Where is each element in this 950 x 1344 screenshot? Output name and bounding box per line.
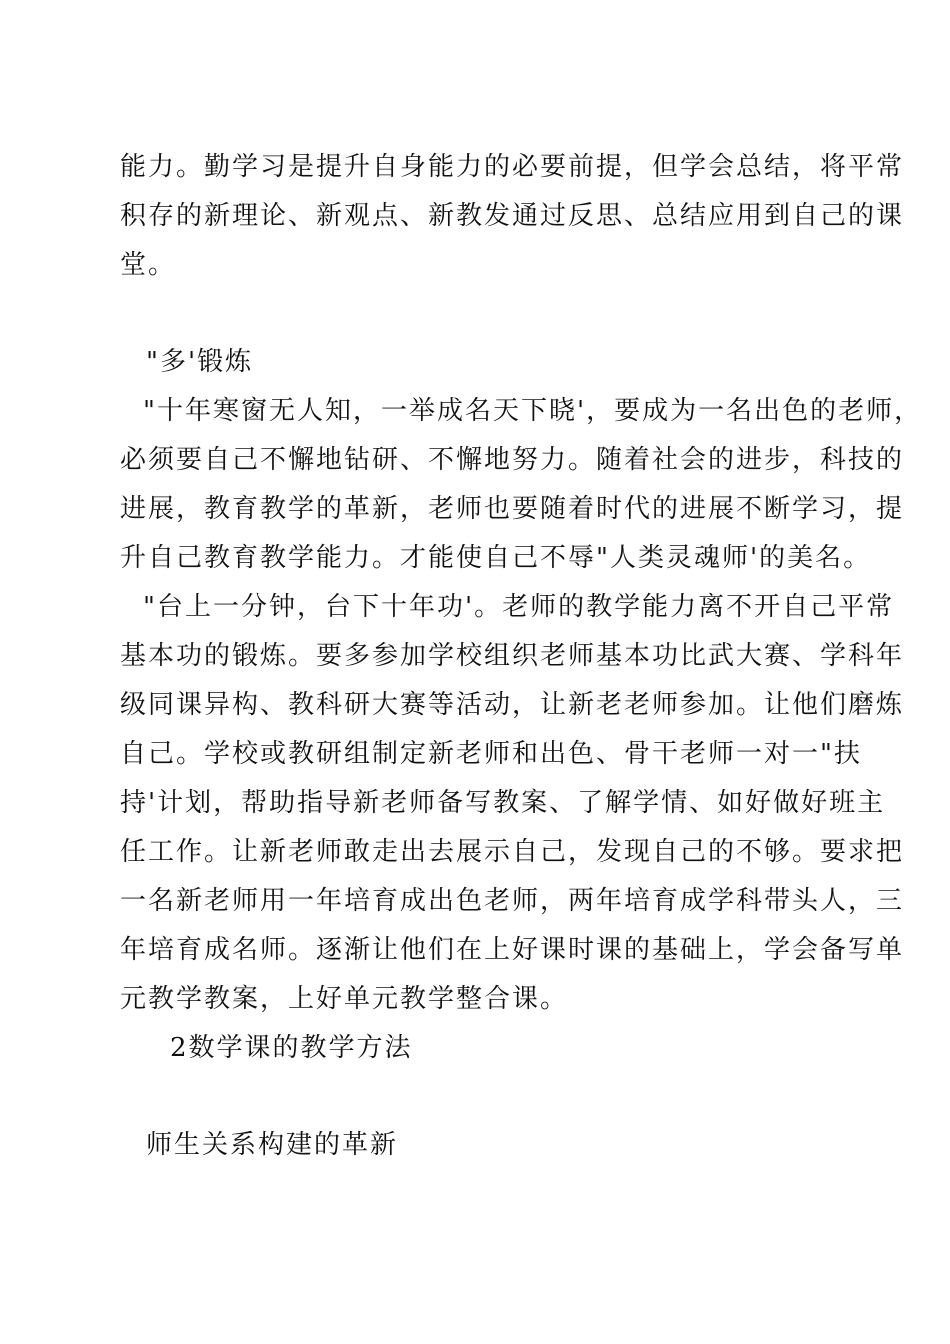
- text-line: 进展，教育教学的革新，老师也要随着时代的进展不断学习，提: [120, 494, 905, 524]
- section-heading: 2数学课的教学方法: [170, 1033, 413, 1063]
- text-line: 任工作。让新老师敢走出去展示自己，发现自己的不够。要求把: [120, 837, 905, 867]
- text-line: 升自己教育教学能力。才能使自己不辱"人类灵魂师'的美名。: [120, 543, 872, 573]
- text-line: 能力。勤学习是提升自身能力的必要前提，但学会总结，将平常: [120, 152, 905, 182]
- text-line: 一名新老师用一年培育成出色老师，两年培育成学科带头人，三: [120, 886, 905, 916]
- text-line: 堂。: [120, 250, 177, 280]
- text-line: 元教学教案，上好单元教学整合课。: [120, 984, 569, 1014]
- section-heading: "多'锻炼: [146, 347, 254, 377]
- text-line: 基本功的锻炼。要多参加学校组织老师基本功比武大赛、学科年: [120, 641, 905, 671]
- text-line: 必须要自己不懈地钻研、不懈地努力。随着社会的进步，科技的: [120, 445, 905, 475]
- text-line: 积存的新理论、新观点、新教发通过反思、总结应用到自己的课: [120, 201, 905, 231]
- text-line: 年培育成名师。逐渐让他们在上好课时课的基础上，学会备写单: [120, 935, 905, 965]
- text-line: "十年寒窗无人知，一举成名天下晓'，要成为一名出色的老师，: [143, 396, 923, 426]
- text-line: "台上一分钟，台下十年功'。老师的教学能力离不开自己平常: [143, 592, 895, 622]
- text-line: 持'计划，帮助指导新老师备写教案、了解学情、如好做好班主: [120, 788, 886, 818]
- text-line: 级同课异构、教科研大赛等活动，让新老老师参加。让他们磨炼: [120, 690, 905, 720]
- text-line: 自己。学校或教研组制定新老师和出色、骨干老师一对一"扶: [120, 739, 862, 769]
- section-heading: 师生关系构建的革新: [146, 1130, 399, 1160]
